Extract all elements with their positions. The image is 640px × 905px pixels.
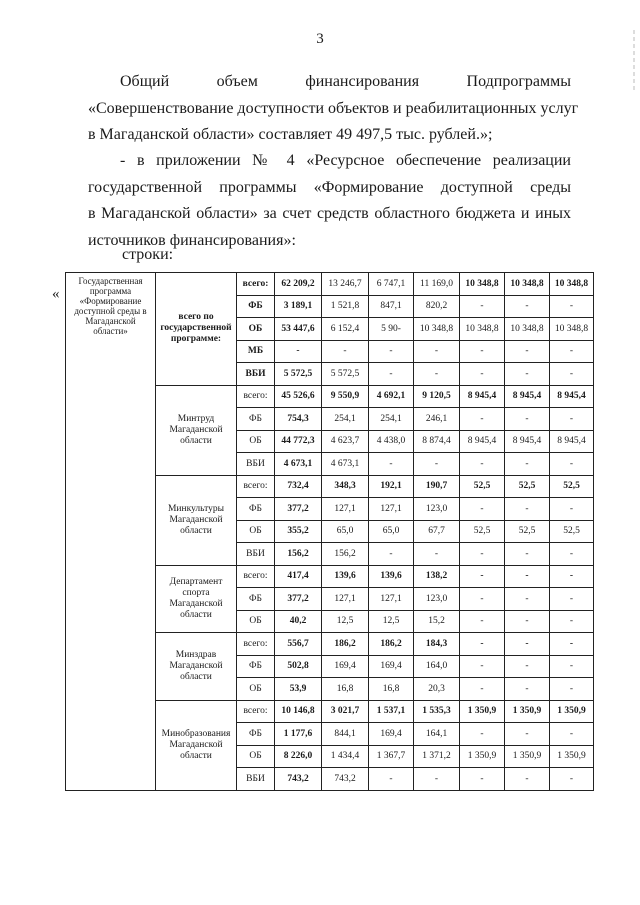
value-cell: 5 572,5 (322, 363, 369, 386)
value-cell: - (275, 340, 322, 363)
value-cell: 1 350,9 (505, 700, 550, 723)
value-cell: 1 350,9 (550, 700, 594, 723)
funding-source-cell: ФБ (237, 655, 275, 678)
resource-table (65, 272, 594, 791)
value-cell: 127,1 (322, 588, 369, 611)
value-cell: 1 350,9 (460, 745, 505, 768)
value-cell: - (550, 543, 594, 566)
value-cell: - (460, 655, 505, 678)
value-cell: 123,0 (414, 498, 460, 521)
value-cell: 1 521,8 (322, 295, 369, 318)
value-cell: 1 350,9 (505, 745, 550, 768)
value-cell: 743,2 (275, 768, 322, 791)
value-cell: - (369, 543, 414, 566)
value-cell: 377,2 (275, 588, 322, 611)
value-cell: - (369, 768, 414, 791)
value-cell: - (550, 498, 594, 521)
value-cell: 5 90- (369, 318, 414, 341)
funding-source-cell: ФБ (237, 588, 275, 611)
value-cell: 1 350,9 (550, 745, 594, 768)
value-cell: - (460, 588, 505, 611)
value-cell: 355,2 (275, 520, 322, 543)
value-cell: - (460, 363, 505, 386)
value-cell: 67,7 (414, 520, 460, 543)
paragraph-appendix (88, 148, 571, 254)
funding-source-cell: ВБИ (237, 768, 275, 791)
value-cell: 16,8 (369, 678, 414, 701)
value-cell: 52,5 (460, 475, 505, 498)
value-cell: 8 945,4 (460, 430, 505, 453)
organization-cell: Минздрав Магаданской области (156, 633, 237, 701)
value-cell: - (414, 363, 460, 386)
value-cell: 10 146,8 (275, 700, 322, 723)
value-cell: - (505, 498, 550, 521)
funding-source-cell: ФБ (237, 295, 275, 318)
value-cell: 1 434,4 (322, 745, 369, 768)
value-cell: - (505, 768, 550, 791)
value-cell: - (550, 295, 594, 318)
value-cell: 40,2 (275, 610, 322, 633)
funding-source-cell: ВБИ (237, 453, 275, 476)
value-cell: 3 021,7 (322, 700, 369, 723)
value-cell: - (505, 363, 550, 386)
value-cell: 186,2 (322, 633, 369, 656)
value-cell: 52,5 (460, 520, 505, 543)
value-cell: - (550, 610, 594, 633)
value-cell: 156,2 (322, 543, 369, 566)
value-cell: - (414, 768, 460, 791)
value-cell: - (369, 340, 414, 363)
open-quote: « (52, 286, 60, 302)
value-cell: 52,5 (505, 520, 550, 543)
value-cell: - (505, 340, 550, 363)
value-cell: 417,4 (275, 565, 322, 588)
value-cell: - (505, 723, 550, 746)
value-cell: - (550, 768, 594, 791)
value-cell: - (505, 453, 550, 476)
value-cell: 4 623,7 (322, 430, 369, 453)
value-cell: 52,5 (505, 475, 550, 498)
value-cell: - (460, 565, 505, 588)
program-title-cell: Государственная программа «Формирование доступной среды в Магаданской области» (66, 273, 156, 791)
value-cell: - (550, 340, 594, 363)
funding-source-cell: ВБИ (237, 363, 275, 386)
funding-source-cell: всего: (237, 385, 275, 408)
funding-source-cell: всего: (237, 633, 275, 656)
value-cell: 10 348,8 (414, 318, 460, 341)
value-cell: 10 348,8 (505, 273, 550, 296)
value-cell: - (460, 678, 505, 701)
funding-source-cell: всего: (237, 700, 275, 723)
value-cell: - (550, 363, 594, 386)
value-cell: - (460, 295, 505, 318)
value-cell: 169,4 (369, 655, 414, 678)
value-cell: 20,3 (414, 678, 460, 701)
value-cell: 184,3 (414, 633, 460, 656)
value-cell: 8 226,0 (275, 745, 322, 768)
funding-source-cell: всего: (237, 273, 275, 296)
value-cell: 52,5 (550, 475, 594, 498)
table-row (66, 273, 594, 296)
value-cell: 847,1 (369, 295, 414, 318)
value-cell: - (505, 565, 550, 588)
value-cell: 164,0 (414, 655, 460, 678)
paragraph-line: государственной программы «Формирование доступной среды (88, 178, 571, 196)
value-cell: 10 348,8 (460, 318, 505, 341)
value-cell: 743,2 (322, 768, 369, 791)
value-cell: 8 945,4 (505, 430, 550, 453)
funding-source-cell: ОБ (237, 745, 275, 768)
value-cell: - (505, 633, 550, 656)
value-cell: - (550, 655, 594, 678)
value-cell: 156,2 (275, 543, 322, 566)
value-cell: 4 673,1 (275, 453, 322, 476)
value-cell: 254,1 (369, 408, 414, 431)
value-cell: 8 945,4 (550, 430, 594, 453)
value-cell: 138,2 (414, 565, 460, 588)
value-cell: 1 371,2 (414, 745, 460, 768)
value-cell: 8 945,4 (550, 385, 594, 408)
value-cell: - (460, 633, 505, 656)
value-cell: 52,5 (550, 520, 594, 543)
value-cell: 502,8 (275, 655, 322, 678)
value-cell: 169,4 (369, 723, 414, 746)
value-cell: 13 246,7 (322, 273, 369, 296)
value-cell: 127,1 (369, 498, 414, 521)
value-cell: - (414, 340, 460, 363)
value-cell: - (460, 453, 505, 476)
funding-source-cell: всего: (237, 565, 275, 588)
value-cell: - (322, 340, 369, 363)
value-cell: 123,0 (414, 588, 460, 611)
value-cell: - (460, 543, 505, 566)
funding-source-cell: ОБ (237, 678, 275, 701)
value-cell: 5 572,5 (275, 363, 322, 386)
value-cell: 62 209,2 (275, 273, 322, 296)
value-cell: 4 692,1 (369, 385, 414, 408)
value-cell: - (505, 678, 550, 701)
value-cell: 8 945,4 (460, 385, 505, 408)
value-cell: 348,3 (322, 475, 369, 498)
value-cell: 844,1 (322, 723, 369, 746)
value-cell: - (550, 723, 594, 746)
value-cell: 44 772,3 (275, 430, 322, 453)
organization-cell: Минтруд Магаданской области (156, 385, 237, 475)
value-cell: - (505, 543, 550, 566)
value-cell: 12,5 (369, 610, 414, 633)
value-cell: 754,3 (275, 408, 322, 431)
paragraph-line: - в приложении № 4 «Ресурсное обеспечение реализации (120, 152, 571, 169)
value-cell: - (505, 295, 550, 318)
value-cell: 186,2 (369, 633, 414, 656)
funding-source-cell: ФБ (237, 723, 275, 746)
value-cell: - (369, 363, 414, 386)
value-cell: 1 367,7 (369, 745, 414, 768)
funding-source-cell: ФБ (237, 408, 275, 431)
value-cell: 45 526,6 (275, 385, 322, 408)
value-cell: 1 177,6 (275, 723, 322, 746)
value-cell: - (550, 453, 594, 476)
margin-mark (633, 30, 635, 90)
page-number: 3 (316, 31, 324, 47)
funding-source-cell: ФБ (237, 498, 275, 521)
value-cell: 8 945,4 (505, 385, 550, 408)
value-cell: 65,0 (369, 520, 414, 543)
value-cell: 65,0 (322, 520, 369, 543)
paragraph-line: в Магаданской области» составляет 49 497,5 тыс. рублей.»; (88, 126, 493, 143)
value-cell: 556,7 (275, 633, 322, 656)
paragraph-line: «Совершенствование доступности объектов и реабилитационных услуг (88, 99, 579, 117)
value-cell: 4 673,1 (322, 453, 369, 476)
funding-source-cell: ВБИ (237, 543, 275, 566)
value-cell: 53,9 (275, 678, 322, 701)
value-cell: 9 550,9 (322, 385, 369, 408)
value-cell: - (369, 453, 414, 476)
value-cell: 377,2 (275, 498, 322, 521)
value-cell: - (550, 633, 594, 656)
value-cell: 16,8 (322, 678, 369, 701)
value-cell: 1 537,1 (369, 700, 414, 723)
value-cell: - (414, 543, 460, 566)
value-cell: - (460, 768, 505, 791)
value-cell: 8 874,4 (414, 430, 460, 453)
value-cell: 12,5 (322, 610, 369, 633)
value-cell: - (550, 408, 594, 431)
value-cell: 15,2 (414, 610, 460, 633)
value-cell: - (460, 610, 505, 633)
rows-label: строки: (122, 246, 174, 263)
organization-cell: всего по государственной программе: (156, 273, 237, 386)
organization-cell: Минобразования Магаданской области (156, 700, 237, 790)
value-cell: 53 447,6 (275, 318, 322, 341)
value-cell: 139,6 (369, 565, 414, 588)
value-cell: - (550, 588, 594, 611)
value-cell: 1 535,3 (414, 700, 460, 723)
value-cell: - (460, 408, 505, 431)
value-cell: 4 438,0 (369, 430, 414, 453)
funding-source-cell: всего: (237, 475, 275, 498)
value-cell: 6 152,4 (322, 318, 369, 341)
value-cell: - (505, 610, 550, 633)
organization-cell: Департамент спорта Магаданской области (156, 565, 237, 633)
value-cell: 127,1 (322, 498, 369, 521)
funding-source-cell: ОБ (237, 610, 275, 633)
value-cell: 10 348,8 (505, 318, 550, 341)
value-cell: - (460, 498, 505, 521)
value-cell: 246,1 (414, 408, 460, 431)
paragraph-line: Общий объем финансирования Подпрограммы (120, 73, 571, 90)
value-cell: - (460, 340, 505, 363)
value-cell: 11 169,0 (414, 273, 460, 296)
value-cell: - (505, 408, 550, 431)
value-cell: 10 348,8 (460, 273, 505, 296)
value-cell: 6 747,1 (369, 273, 414, 296)
value-cell: - (550, 565, 594, 588)
value-cell: 10 348,8 (550, 273, 594, 296)
funding-source-cell: МБ (237, 340, 275, 363)
funding-source-cell: ОБ (237, 430, 275, 453)
value-cell: 164,1 (414, 723, 460, 746)
value-cell: 254,1 (322, 408, 369, 431)
funding-source-cell: ОБ (237, 520, 275, 543)
value-cell: - (414, 453, 460, 476)
value-cell: 820,2 (414, 295, 460, 318)
value-cell: 190,7 (414, 475, 460, 498)
funding-source-cell: ОБ (237, 318, 275, 341)
organization-cell: Минкультуры Магаданской области (156, 475, 237, 565)
value-cell: 9 120,5 (414, 385, 460, 408)
value-cell: 169,4 (322, 655, 369, 678)
paragraph-line: источников финансирования»: (88, 231, 296, 249)
value-cell: 192,1 (369, 475, 414, 498)
value-cell: - (460, 723, 505, 746)
value-cell: 127,1 (369, 588, 414, 611)
value-cell: 1 350,9 (460, 700, 505, 723)
value-cell: - (550, 678, 594, 701)
paragraph-financing (88, 69, 579, 149)
value-cell: 10 348,8 (550, 318, 594, 341)
value-cell: 139,6 (322, 565, 369, 588)
paragraph-line: в Магаданской области» за счет средств областного бюджета и иных (88, 205, 571, 222)
value-cell: 732,4 (275, 475, 322, 498)
value-cell: 3 189,1 (275, 295, 322, 318)
value-cell: - (505, 655, 550, 678)
value-cell: - (505, 588, 550, 611)
